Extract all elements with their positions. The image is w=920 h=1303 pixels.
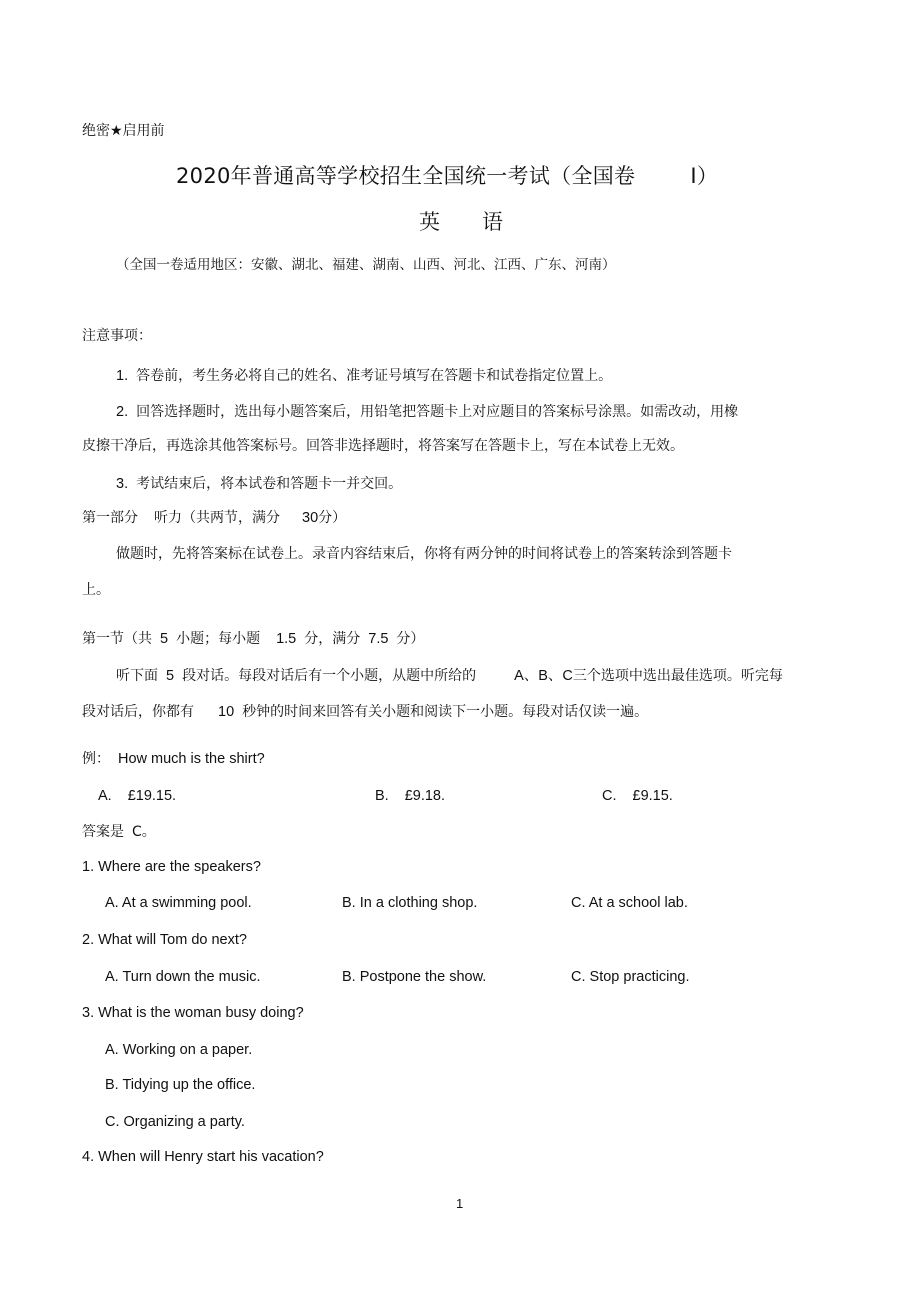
section1-heading [82, 628, 424, 648]
example-option-a [98, 788, 176, 804]
applicable-regions: （全国一卷适用地区：安徽、湖北、福建、湖南、山西、河北、江西、广东、河南） [116, 257, 616, 273]
question-3: 3. What is the woman busy doing? [82, 1005, 304, 1021]
subject-char-1: 英 [419, 210, 440, 234]
example-option-c [602, 788, 673, 804]
section1-instr-a1: 听下面 [116, 668, 158, 684]
part1-heading [82, 507, 346, 527]
section1-instr-a4: A、B、C [514, 668, 573, 684]
part1-score: 30 [302, 510, 319, 526]
section1-instr-b2: 10 [218, 704, 235, 720]
example-option-b-label: B. [375, 788, 389, 804]
question-1: 1. Where are the speakers? [82, 859, 261, 875]
section1-instr-a5: 三个选项中选出最佳选项。听完每 [572, 668, 783, 684]
question-2: 2. What will Tom do next? [82, 932, 247, 948]
section1-instr-a2: 5 [166, 668, 175, 684]
part1-label: 第一部分 [82, 510, 138, 526]
question-1-option-b: B. In a clothing shop. [342, 895, 478, 911]
section1-h-c: 分，满分 [304, 631, 361, 647]
section1-count: 5 [160, 631, 169, 647]
confidential-mark: 绝密★启用前 [82, 123, 165, 139]
exam-title-main: 2020年普通高等学校招生全国统一考试（全国卷 [176, 164, 636, 188]
subject-char-2: 语 [482, 210, 503, 234]
note-3-text: 考试结束后，将本试卷和答题卡一并交回。 [136, 476, 403, 492]
example-answer [82, 821, 156, 841]
notes-heading: 注意事项： [82, 328, 152, 344]
section1-h-a: 第一节（共 [82, 631, 152, 647]
exam-title-close: ） [696, 164, 719, 188]
note-3 [116, 473, 402, 493]
subject-title [419, 206, 503, 236]
example-question [82, 748, 265, 768]
example-option-c-text: £9.15. [632, 788, 673, 804]
part1-instruction-line-1: 做题时，先将答案标在试卷上。录音内容结束后，你将有两分钟的时间将试卷上的答案转涂到答题卡 [116, 546, 732, 562]
section1-each: 1.5 [276, 631, 297, 647]
exam-title-roman: I [690, 164, 697, 188]
note-2-number: 2. [116, 404, 129, 420]
example-option-a-label: A. [98, 788, 112, 804]
example-answer-label: 答案是 [82, 824, 124, 840]
example-option-a-text: £19.15. [127, 788, 177, 804]
example-option-b-text: £9.18. [404, 788, 446, 804]
exam-title [176, 160, 718, 190]
example-option-b [375, 788, 445, 804]
section1-instr-b1: 段对话后，你都有 [82, 704, 194, 720]
note-2-line-2: 皮擦干净后，再选涂其他答案标号。回答非选择题时，将答案写在答题卡上，写在本试卷上无效。 [82, 438, 684, 454]
note-1-text: 答卷前，考生务必将自己的姓名、准考证号填写在答题卡和试卷指定位置上。 [136, 368, 613, 384]
question-2-option-a: A. Turn down the music. [105, 969, 261, 985]
section1-total: 7.5 [368, 631, 389, 647]
question-2-option-c: C. Stop practicing. [571, 969, 690, 985]
note-2-line-1 [116, 401, 738, 421]
section1-h-b: 小题；每小题 [176, 631, 261, 647]
section1-instruction-line-1 [116, 664, 783, 685]
question-4: 4. When will Henry start his vacation? [82, 1149, 324, 1165]
page-number: 1 [456, 1196, 464, 1211]
question-3-option-c: C. Organizing a party. [105, 1114, 245, 1130]
note-2-text-a: 回答选择题时，选出每小题答案后，用铅笔把答题卡上对应题目的答案标号涂黑。如需改动，用橡 [136, 404, 739, 420]
question-2-option-b: B. Postpone the show. [342, 969, 487, 985]
part1-score-unit: 分） [318, 510, 347, 526]
part1-instruction-line-2: 上。 [82, 582, 110, 598]
part1-name: 听力（共两节，满分 [154, 510, 280, 526]
example-label: 例： [82, 751, 110, 767]
example-option-c-label: C. [602, 788, 617, 804]
section1-instruction-line-2 [82, 701, 648, 721]
note-1-number: 1. [116, 368, 129, 384]
example-question-text: How much is the shirt? [118, 751, 265, 767]
example-answer-value: C。 [132, 824, 156, 840]
question-3-option-b: B. Tidying up the office. [105, 1077, 256, 1093]
question-3-option-a: A. Working on a paper. [105, 1042, 253, 1058]
note-3-number: 3. [116, 476, 129, 492]
question-1-option-a: A. At a swimming pool. [105, 895, 252, 911]
section1-instr-a3: 段对话。每段对话后有一个小题，从题中所给的 [182, 668, 477, 684]
section1-instr-b3: 秒钟的时间来回答有关小题和阅读下一小题。每段对话仅读一遍。 [242, 704, 649, 720]
note-1 [116, 365, 612, 385]
section1-h-d: 分） [396, 631, 425, 647]
question-1-option-c: C. At a school lab. [571, 895, 688, 911]
